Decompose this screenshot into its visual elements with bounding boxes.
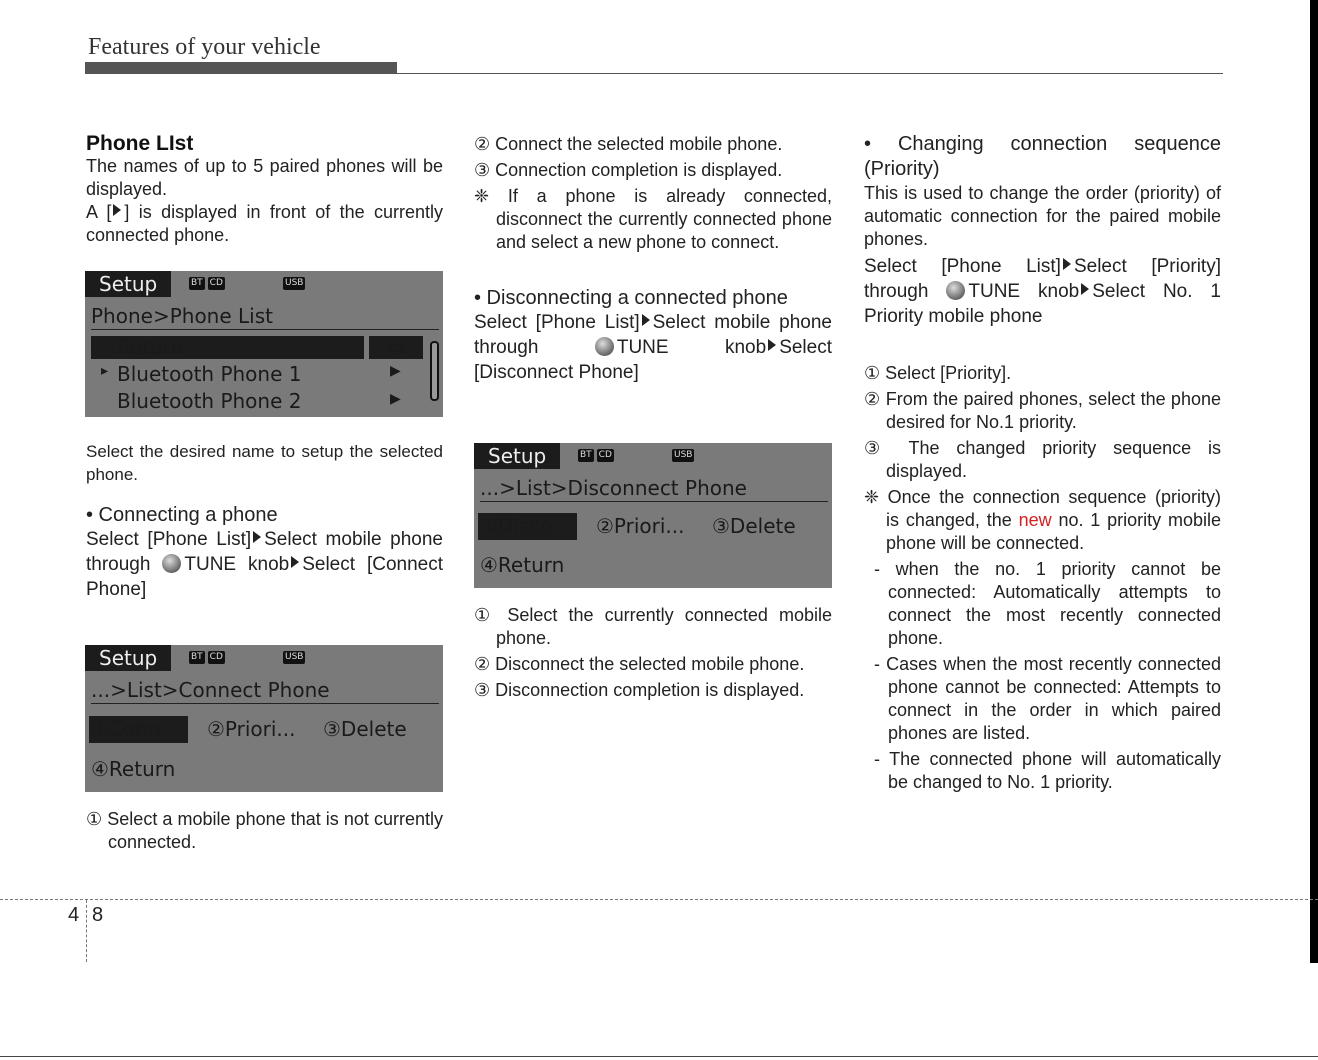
column-1-steps: [86, 808, 443, 854]
screen-path: ...>List>Disconnect Phone: [480, 476, 747, 500]
option-priority[interactable]: ②Priori...: [207, 717, 296, 741]
screen-badges-usb: [283, 651, 305, 664]
play-triangle-icon: [253, 531, 261, 543]
tune-knob-icon: [162, 554, 181, 573]
paragraph: Select the desired name to setup the selected phone.: [86, 442, 443, 484]
screen-badges: [189, 651, 225, 664]
option-delete[interactable]: ③Delete: [323, 717, 407, 741]
paragraph: Select [Phone List] Select mobile phone through TUNE knob Select [Disconnect Phone]: [474, 312, 832, 383]
paragraph: Select [Phone List] Select mobile phone through TUNE knob Select [Connect Phone]: [86, 529, 443, 600]
screen-setup-label: Setup: [85, 645, 171, 671]
page-header-title: Features of your vehicle: [88, 34, 321, 60]
page-number: 8: [92, 904, 104, 926]
screen-row-phone-2[interactable]: Bluetooth Phone 2: [117, 389, 302, 413]
tune-knob-icon: [595, 337, 614, 356]
screen-rule: [91, 703, 439, 704]
bluetooth-icon: BT: [580, 450, 592, 460]
screen-rule: [91, 329, 439, 330]
header-bar: [85, 62, 397, 74]
paragraph: A [ ] is displayed in front of the currently connected phone.: [86, 202, 444, 245]
page-number-divider: [86, 900, 87, 962]
screen-row-phone-1[interactable]: Bluetooth Phone 1: [117, 362, 302, 386]
play-triangle-icon: [1063, 258, 1071, 270]
display-screen-phone-list: [85, 271, 443, 417]
highlight-new: new: [1018, 510, 1052, 530]
option-priority[interactable]: ②Priori...: [596, 514, 685, 538]
page-edge-bar: [1310, 0, 1318, 963]
bottom-rule: [0, 1056, 1318, 1057]
subheading: • Changing connection sequence (Priority): [864, 133, 1221, 180]
scrollbar[interactable]: [430, 341, 439, 401]
usb-icon: USB: [674, 450, 693, 460]
step-item: ③ Disconnection completion is displayed.: [474, 680, 805, 700]
play-triangle-icon: [291, 556, 299, 568]
paragraph: Select [Phone List] Select [Priority] through TUNE knob Select No. 1 Priority mobile phone: [864, 256, 1221, 327]
display-screen-disconnect-phone: [474, 443, 832, 588]
back-arrow-icon[interactable]: ⇆: [369, 336, 423, 359]
footer-rule: [0, 899, 1318, 900]
bluetooth-icon: BT: [191, 278, 203, 288]
screen-row-return[interactable]: Return: [91, 336, 364, 359]
screen-setup-label: Setup: [474, 443, 560, 469]
screen-path: ...>List>Connect Phone: [91, 678, 330, 702]
usb-icon: USB: [285, 278, 304, 288]
chevron-right-icon: ▶: [390, 391, 401, 407]
bluetooth-icon: BT: [191, 652, 203, 662]
step-item: ② Disconnect the selected mobile phone.: [474, 654, 805, 674]
subheading: • Disconnecting a connected phone: [474, 287, 788, 309]
section-number: 4: [68, 904, 80, 926]
option-connect[interactable]: ①Conn...: [89, 716, 188, 743]
step-item: ② From the paired phones, select the phone desired for No.1 priority.: [864, 389, 1221, 432]
play-triangle-icon: [113, 204, 121, 216]
column-2-steps: [474, 604, 832, 702]
screen-setup-label: Setup: [85, 271, 171, 297]
column-3: [864, 132, 1221, 794]
option-disconnect[interactable]: ①Disco...: [478, 513, 577, 540]
cd-icon: CD: [598, 450, 612, 460]
screen-badges-usb: [283, 277, 305, 290]
step-item: ③ Connection completion is displayed.: [474, 160, 783, 180]
play-triangle-icon: [1081, 283, 1089, 295]
display-screen-connect-phone: [85, 645, 443, 792]
screen-rule: [480, 501, 828, 502]
usb-icon: USB: [285, 652, 304, 662]
option-delete[interactable]: ③Delete: [712, 514, 796, 538]
chevron-right-icon: ▶: [390, 363, 401, 379]
tune-knob-icon: [946, 281, 965, 300]
dash-item: - when the no. 1 priority cannot be connected: Automatically attempts to connect the most recently connected phone.: [874, 559, 1221, 648]
cd-icon: CD: [209, 278, 223, 288]
paragraph: The names of up to 5 paired phones will be displayed.: [86, 156, 443, 199]
subheading: • Connecting a phone: [86, 504, 278, 526]
option-return[interactable]: ④Return: [91, 757, 176, 781]
step-item: ① Select a mobile phone that is not currently connected.: [86, 809, 443, 852]
screen-badges-usb: [672, 449, 694, 462]
step-item: ① Select [Priority].: [864, 363, 1012, 383]
column-1: [86, 132, 443, 247]
option-return[interactable]: ④Return: [480, 553, 565, 577]
play-triangle-icon: [768, 339, 776, 351]
step-item: ① Select the currently connected mobile phone.: [474, 605, 832, 648]
step-item: ③ The changed priority sequence is displayed.: [864, 438, 1221, 481]
note-item: ❈ If a phone is already connected, disconnect the currently connected phone and select a new phone to connect.: [474, 186, 832, 252]
screen-badges: [189, 277, 225, 290]
dash-item: - Cases when the most recently connected phone cannot be connected: Attempts to connect in the order in which paired phones are listed.: [874, 654, 1221, 743]
current-phone-marker-icon: ▸: [101, 363, 109, 379]
note-item: ❈ Once the connection sequence (priority) is changed, the new no. 1 priority mobile phone will be connected.: [864, 487, 1221, 553]
header-rule: [397, 73, 1223, 74]
paragraph: This is used to change the order (priority) of automatic connection for the paired mobile phones.: [864, 183, 1221, 249]
column-1-lower: [86, 440, 443, 602]
screen-badges: [578, 449, 614, 462]
column-2: [474, 133, 832, 385]
screen-path: Phone>Phone List: [91, 304, 273, 328]
cd-icon: CD: [209, 652, 223, 662]
dash-item: - The connected phone will automatically be changed to No. 1 priority.: [874, 749, 1221, 792]
step-item: ② Connect the selected mobile phone.: [474, 134, 783, 154]
play-triangle-icon: [642, 314, 650, 326]
section-heading: Phone LIst: [86, 132, 194, 155]
